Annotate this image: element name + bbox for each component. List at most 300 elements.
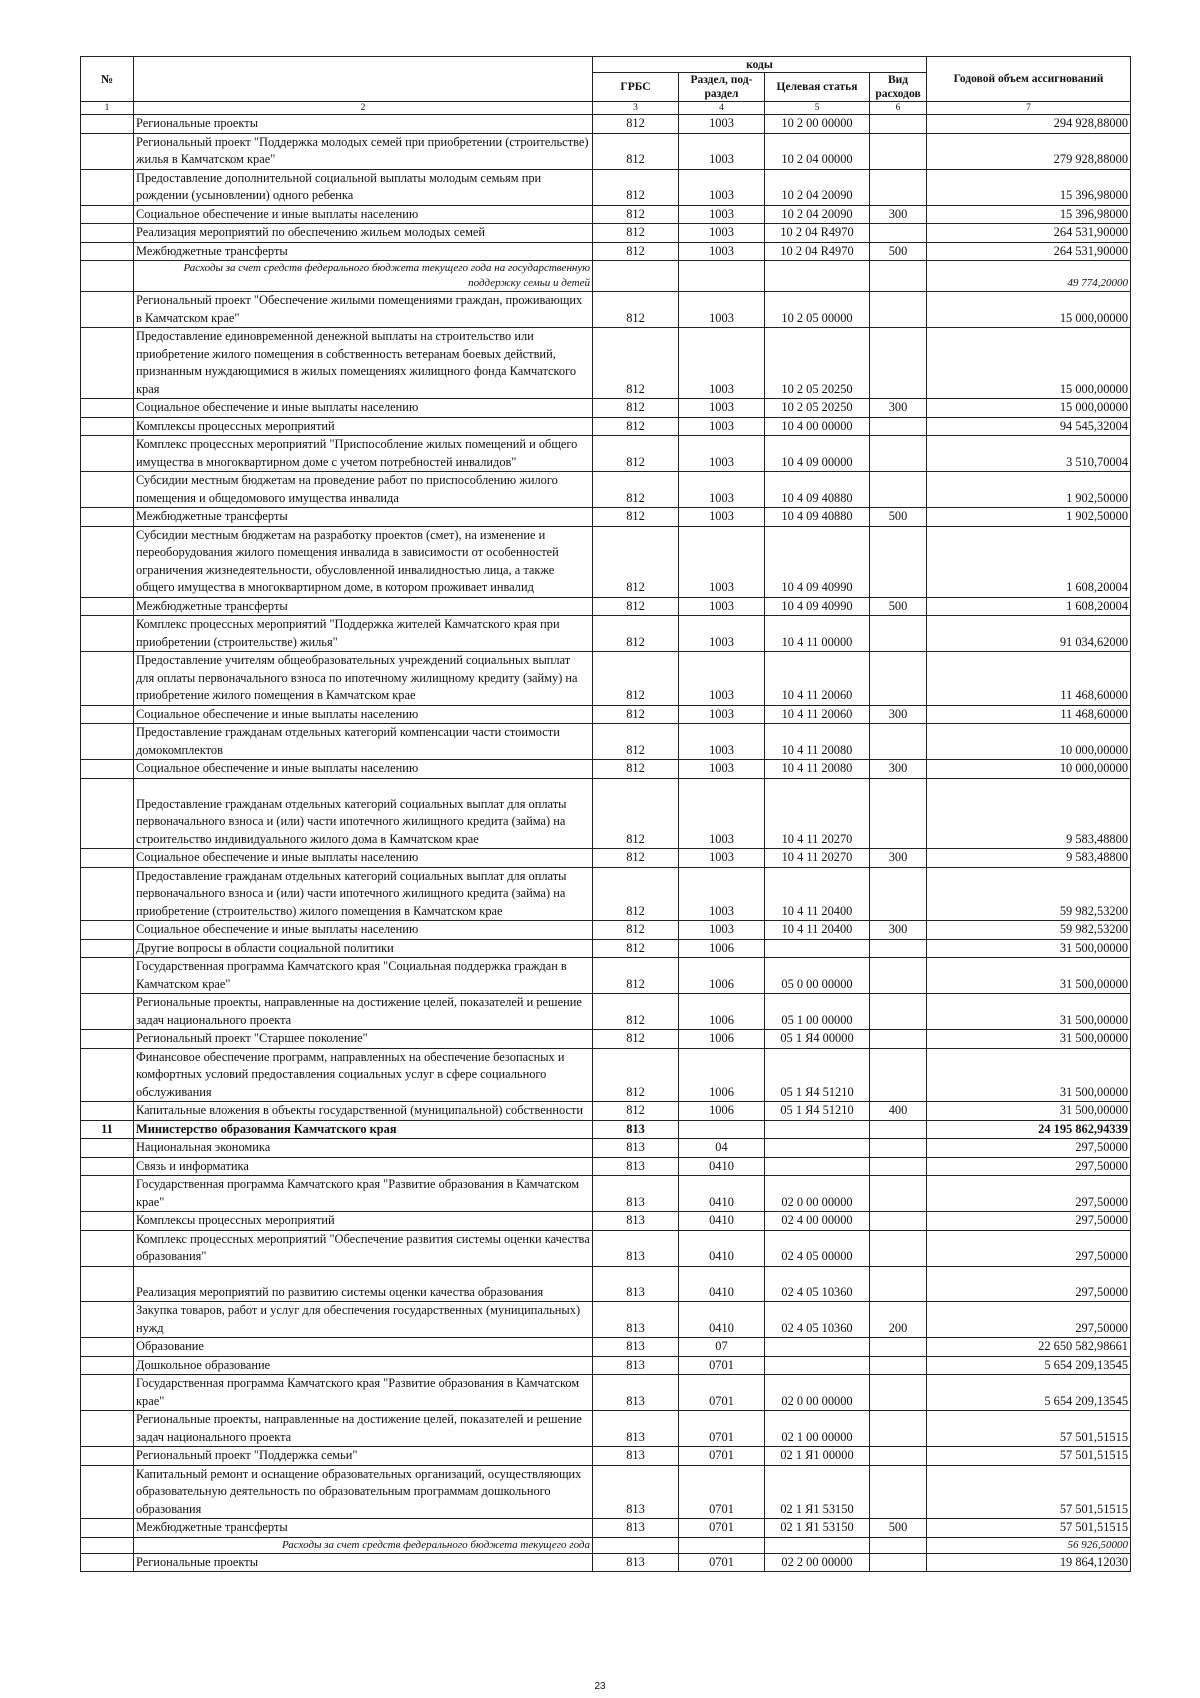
table-header: [81, 57, 1131, 115]
amount-cell: 10 000,00000: [927, 760, 1131, 779]
grbs-cell: 812: [593, 652, 679, 706]
expense-type-cell: 500: [870, 1519, 927, 1538]
razdel-cell: 0701: [679, 1447, 765, 1466]
expense-type-cell: 300: [870, 849, 927, 868]
expense-type-cell: 300: [870, 921, 927, 940]
row-number-cell: [81, 328, 134, 399]
amount-cell: 15 396,98000: [927, 205, 1131, 224]
target-article-cell: 02 4 05 10360: [765, 1266, 870, 1302]
row-name-cell: Капитальные вложения в объекты государственной (муниципальной) собственности: [134, 1102, 593, 1121]
amount-cell: 31 500,00000: [927, 994, 1131, 1030]
row-number-cell: [81, 760, 134, 779]
grbs-cell: 812: [593, 328, 679, 399]
expense-type-cell: [870, 472, 927, 508]
target-article-cell: 10 4 09 40880: [765, 508, 870, 527]
grbs-cell: 812: [593, 472, 679, 508]
row-name-cell: Реализация мероприятий по обеспечению жильем молодых семей: [134, 224, 593, 243]
amount-cell: 15 000,00000: [927, 399, 1131, 418]
row-name-cell: Комплекс процессных мероприятий "Приспособление жилых помещений и общего имущества в многоквартирном доме с учетом потребностей инвалидов": [134, 436, 593, 472]
row-name-cell: Предоставление гражданам отдельных категорий социальных выплат для оплаты первоначального взноса и (или) части ипотечного жилищного кредита (займа) на приобретение (строительство) жилого помещения в Камчатском крае: [134, 867, 593, 921]
grbs-cell: 813: [593, 1139, 679, 1158]
target-article-cell: 10 2 05 00000: [765, 292, 870, 328]
grbs-cell: 812: [593, 724, 679, 760]
row-number-cell: [81, 292, 134, 328]
row-number-cell: [81, 1465, 134, 1519]
amount-cell: 297,50000: [927, 1230, 1131, 1266]
expense-type-cell: [870, 1338, 927, 1357]
razdel-cell: 0701: [679, 1465, 765, 1519]
target-article-cell: 10 2 04 20090: [765, 205, 870, 224]
expense-type-cell: [870, 1537, 927, 1553]
expense-type-cell: 500: [870, 508, 927, 527]
table-body: [81, 115, 1131, 1572]
razdel-cell: 1003: [679, 652, 765, 706]
grbs-cell: 812: [593, 867, 679, 921]
table-row: [81, 1356, 1131, 1375]
expense-type-cell: [870, 939, 927, 958]
table-row: [81, 508, 1131, 527]
razdel-cell: 0701: [679, 1553, 765, 1572]
amount-cell: 11 468,60000: [927, 705, 1131, 724]
target-article-cell: 02 1 00 00000: [765, 1411, 870, 1447]
target-article-cell: 10 4 11 00000: [765, 616, 870, 652]
header-sum: Годовой объем ассигнований: [927, 57, 1131, 102]
table-row: [81, 724, 1131, 760]
expense-type-cell: [870, 261, 927, 292]
amount-cell: 10 000,00000: [927, 724, 1131, 760]
column-number: 1: [81, 102, 134, 115]
row-number-cell: [81, 472, 134, 508]
row-number-cell: [81, 399, 134, 418]
expense-type-cell: [870, 724, 927, 760]
expense-type-cell: [870, 958, 927, 994]
grbs-cell: 813: [593, 1176, 679, 1212]
target-article-cell: 02 4 05 00000: [765, 1230, 870, 1266]
expense-type-cell: [870, 1411, 927, 1447]
razdel-cell: 0410: [679, 1302, 765, 1338]
razdel-cell: [679, 261, 765, 292]
amount-cell: 297,50000: [927, 1139, 1131, 1158]
amount-cell: 297,50000: [927, 1157, 1131, 1176]
amount-cell: 59 982,53200: [927, 921, 1131, 940]
table-row: [81, 417, 1131, 436]
razdel-cell: 1003: [679, 224, 765, 243]
row-name-cell: Предоставление единовременной денежной выплаты на строительство или приобретение жилого помещения в собственность ветеранам боевых действий, признанным нуждающимися в жилых помещениях жилищного фонда Камчатского края: [134, 328, 593, 399]
expense-type-cell: [870, 1030, 927, 1049]
table-row: [81, 526, 1131, 597]
row-name-cell: Предоставление учителям общеобразовательных учреждений социальных выплат для оплаты первоначального взноса по ипотечному жилищному кредиту (займу) на приобретение жилого помещения в Камчатском крае: [134, 652, 593, 706]
row-name-cell: Капитальный ремонт и оснащение образовательных организаций, осуществляющих образовательную деятельность по образовательным программам дошкольного образования: [134, 1465, 593, 1519]
amount-cell: 264 531,90000: [927, 224, 1131, 243]
amount-cell: 1 902,50000: [927, 472, 1131, 508]
grbs-cell: 812: [593, 1102, 679, 1121]
table-row: [81, 1030, 1131, 1049]
amount-cell: 31 500,00000: [927, 1030, 1131, 1049]
table-row: [81, 994, 1131, 1030]
row-number-cell: [81, 705, 134, 724]
grbs-cell: 812: [593, 169, 679, 205]
grbs-cell: 813: [593, 1411, 679, 1447]
row-number-cell: [81, 1338, 134, 1357]
razdel-cell: 1006: [679, 994, 765, 1030]
grbs-cell: 812: [593, 508, 679, 527]
table-row: [81, 1537, 1131, 1553]
expense-type-cell: [870, 526, 927, 597]
row-name-cell: Другие вопросы в области социальной политики: [134, 939, 593, 958]
amount-cell: 57 501,51515: [927, 1411, 1131, 1447]
table-row: [81, 1212, 1131, 1231]
table-row: [81, 616, 1131, 652]
amount-cell: 22 650 582,98661: [927, 1338, 1131, 1357]
table-row: [81, 1102, 1131, 1121]
amount-cell: 1 902,50000: [927, 508, 1131, 527]
target-article-cell: 02 2 00 00000: [765, 1553, 870, 1572]
column-number: 7: [927, 102, 1131, 115]
grbs-cell: 812: [593, 958, 679, 994]
header-grbs: ГРБС: [593, 73, 679, 102]
amount-cell: 1 608,20004: [927, 597, 1131, 616]
target-article-cell: 10 4 11 20060: [765, 705, 870, 724]
row-name-cell: Социальное обеспечение и иные выплаты населению: [134, 760, 593, 779]
row-name-cell: Комплексы процессных мероприятий: [134, 1212, 593, 1231]
table-row: [81, 1338, 1131, 1357]
expense-type-cell: [870, 1176, 927, 1212]
row-name-cell: Комплексы процессных мероприятий: [134, 417, 593, 436]
row-number-cell: [81, 1537, 134, 1553]
grbs-cell: 813: [593, 1447, 679, 1466]
row-name-cell: Региональный проект "Поддержка семьи": [134, 1447, 593, 1466]
amount-cell: 59 982,53200: [927, 867, 1131, 921]
row-name-cell: Дошкольное образование: [134, 1356, 593, 1375]
razdel-cell: 0410: [679, 1157, 765, 1176]
target-article-cell: [765, 1157, 870, 1176]
expense-type-cell: [870, 328, 927, 399]
table-row: [81, 399, 1131, 418]
target-article-cell: 10 2 04 R4970: [765, 224, 870, 243]
row-name-cell: Субсидии местным бюджетам на разработку проектов (смет), на изменение и переоборудования жилого помещения инвалида в зависимости от особенностей ограничения жизнедеятельности, обусловленной инвалидностью лица, а также общего имущества в многоквартирном доме, в котором проживает инвалид: [134, 526, 593, 597]
row-number-cell: [81, 994, 134, 1030]
grbs-cell: 813: [593, 1465, 679, 1519]
row-name-cell: Министерство образования Камчатского края: [134, 1120, 593, 1139]
table-row: [81, 205, 1131, 224]
row-number-cell: [81, 242, 134, 261]
razdel-cell: 1006: [679, 1102, 765, 1121]
target-article-cell: 10 4 11 20400: [765, 921, 870, 940]
razdel-cell: 1003: [679, 526, 765, 597]
expense-type-cell: [870, 1553, 927, 1572]
row-name-cell: Национальная экономика: [134, 1139, 593, 1158]
row-name-cell: Финансовое обеспечение программ, направленных на обеспечение безопасных и комфортных условий предоставления социальных услуг в сфере социального обслуживания: [134, 1048, 593, 1102]
table-row: [81, 1553, 1131, 1572]
header-codes: коды: [593, 57, 927, 73]
target-article-cell: 10 2 05 20250: [765, 328, 870, 399]
row-number-cell: [81, 169, 134, 205]
row-number-cell: [81, 1519, 134, 1538]
row-name-cell: Региональные проекты, направленные на достижение целей, показателей и решение задач национального проекта: [134, 994, 593, 1030]
grbs-cell: 813: [593, 1302, 679, 1338]
grbs-cell: 813: [593, 1519, 679, 1538]
row-name-cell: Реализация мероприятий по развитию системы оценки качества образования: [134, 1266, 593, 1302]
target-article-cell: [765, 939, 870, 958]
amount-cell: 3 510,70004: [927, 436, 1131, 472]
amount-cell: 57 501,51515: [927, 1465, 1131, 1519]
razdel-cell: 1003: [679, 778, 765, 849]
target-article-cell: [765, 1537, 870, 1553]
expense-type-cell: [870, 436, 927, 472]
grbs-cell: 813: [593, 1230, 679, 1266]
row-name-cell: Социальное обеспечение и иные выплаты населению: [134, 205, 593, 224]
grbs-cell: 812: [593, 292, 679, 328]
row-number-cell: [81, 1375, 134, 1411]
amount-cell: 294 928,88000: [927, 115, 1131, 134]
razdel-cell: 0701: [679, 1375, 765, 1411]
amount-cell: 5 654 209,13545: [927, 1356, 1131, 1375]
table-row: [81, 849, 1131, 868]
razdel-cell: 1003: [679, 616, 765, 652]
row-name-cell: Предоставление дополнительной социальной выплаты молодым семьям при рождении (усыновлении) одного ребенка: [134, 169, 593, 205]
target-article-cell: 10 4 09 00000: [765, 436, 870, 472]
razdel-cell: 1006: [679, 958, 765, 994]
table-row: [81, 1375, 1131, 1411]
row-number-cell: [81, 597, 134, 616]
column-number: 3: [593, 102, 679, 115]
row-name-cell: Социальное обеспечение и иные выплаты населению: [134, 705, 593, 724]
amount-cell: 31 500,00000: [927, 1102, 1131, 1121]
razdel-cell: [679, 1120, 765, 1139]
table-row: [81, 778, 1131, 849]
row-number-cell: [81, 436, 134, 472]
table-row: [81, 133, 1131, 169]
razdel-cell: 1003: [679, 849, 765, 868]
target-article-cell: 10 4 11 20080: [765, 760, 870, 779]
row-name-cell: Расходы за счет средств федерального бюджета текущего года на государственную поддержку семьи и детей: [134, 261, 593, 292]
row-number-cell: [81, 867, 134, 921]
expense-type-cell: 300: [870, 205, 927, 224]
expense-type-cell: [870, 994, 927, 1030]
grbs-cell: 812: [593, 1030, 679, 1049]
razdel-cell: 0410: [679, 1212, 765, 1231]
target-article-cell: 10 2 04 R4970: [765, 242, 870, 261]
row-name-cell: Образование: [134, 1338, 593, 1357]
razdel-cell: 1003: [679, 724, 765, 760]
expense-type-cell: [870, 1447, 927, 1466]
row-name-cell: Комплекс процессных мероприятий "Поддержка жителей Камчатского края при приобретении (строительстве) жилья": [134, 616, 593, 652]
grbs-cell: 813: [593, 1266, 679, 1302]
amount-cell: 94 545,32004: [927, 417, 1131, 436]
column-number: 4: [679, 102, 765, 115]
row-name-cell: Региональные проекты: [134, 1553, 593, 1572]
row-number-cell: 11: [81, 1120, 134, 1139]
row-name-cell: Государственная программа Камчатского края "Развитие образования в Камчатском крае": [134, 1176, 593, 1212]
target-article-cell: 10 4 09 40880: [765, 472, 870, 508]
amount-cell: 91 034,62000: [927, 616, 1131, 652]
row-name-cell: Государственная программа Камчатского края "Социальная поддержка граждан в Камчатском крае": [134, 958, 593, 994]
razdel-cell: 1003: [679, 921, 765, 940]
razdel-cell: 0701: [679, 1411, 765, 1447]
razdel-cell: 07: [679, 1338, 765, 1357]
expense-type-cell: [870, 1120, 927, 1139]
amount-cell: 24 195 862,94339: [927, 1120, 1131, 1139]
expense-type-cell: 200: [870, 1302, 927, 1338]
grbs-cell: 812: [593, 939, 679, 958]
target-article-cell: 05 1 Я4 51210: [765, 1102, 870, 1121]
amount-cell: 9 583,48800: [927, 849, 1131, 868]
razdel-cell: 1003: [679, 242, 765, 261]
row-number-cell: [81, 1356, 134, 1375]
target-article-cell: 10 4 09 40990: [765, 526, 870, 597]
expense-type-cell: [870, 1465, 927, 1519]
expense-type-cell: [870, 115, 927, 134]
row-name-cell: Межбюджетные трансферты: [134, 1519, 593, 1538]
amount-cell: 57 501,51515: [927, 1447, 1131, 1466]
amount-cell: 31 500,00000: [927, 939, 1131, 958]
table-row: [81, 1048, 1131, 1102]
razdel-cell: 1003: [679, 760, 765, 779]
row-number-cell: [81, 224, 134, 243]
row-number-cell: [81, 1411, 134, 1447]
amount-cell: 297,50000: [927, 1302, 1131, 1338]
razdel-cell: 1003: [679, 115, 765, 134]
expense-type-cell: 300: [870, 760, 927, 779]
grbs-cell: 812: [593, 526, 679, 597]
table-row: [81, 292, 1131, 328]
amount-cell: 297,50000: [927, 1176, 1131, 1212]
grbs-cell: [593, 261, 679, 292]
row-number-cell: [81, 1553, 134, 1572]
razdel-cell: 1003: [679, 205, 765, 224]
razdel-cell: 1003: [679, 133, 765, 169]
grbs-cell: 812: [593, 242, 679, 261]
grbs-cell: 812: [593, 205, 679, 224]
expense-type-cell: [870, 616, 927, 652]
row-number-cell: [81, 958, 134, 994]
row-name-cell: Региональные проекты, направленные на достижение целей, показателей и решение задач национального проекта: [134, 1411, 593, 1447]
row-number-cell: [81, 115, 134, 134]
header-expense-type: Вид расходов: [870, 73, 927, 102]
expense-type-cell: [870, 1230, 927, 1266]
row-number-cell: [81, 261, 134, 292]
row-name-cell: Расходы за счет средств федерального бюджета текущего года: [134, 1537, 593, 1553]
column-number: 6: [870, 102, 927, 115]
amount-cell: 19 864,12030: [927, 1553, 1131, 1572]
column-numbers-row: [81, 102, 1131, 115]
row-name-cell: Межбюджетные трансферты: [134, 597, 593, 616]
row-number-cell: [81, 1030, 134, 1049]
row-number-cell: [81, 724, 134, 760]
budget-document: [80, 56, 1130, 1572]
target-article-cell: 10 2 04 00000: [765, 133, 870, 169]
grbs-cell: 812: [593, 1048, 679, 1102]
row-number-cell: [81, 939, 134, 958]
table-row: [81, 261, 1131, 292]
row-number-cell: [81, 1176, 134, 1212]
column-number: 2: [134, 102, 593, 115]
razdel-cell: 0701: [679, 1519, 765, 1538]
target-article-cell: 10 4 11 20270: [765, 778, 870, 849]
row-number-cell: [81, 526, 134, 597]
razdel-cell: 1003: [679, 436, 765, 472]
row-number-cell: [81, 1230, 134, 1266]
razdel-cell: 0701: [679, 1356, 765, 1375]
row-name-cell: Предоставление гражданам отдельных категорий компенсации части стоимости домокомплектов: [134, 724, 593, 760]
table-row: [81, 115, 1131, 134]
grbs-cell: 812: [593, 417, 679, 436]
table-row: [81, 1447, 1131, 1466]
header-number: №: [81, 57, 134, 102]
amount-cell: 1 608,20004: [927, 526, 1131, 597]
grbs-cell: 813: [593, 1356, 679, 1375]
row-number-cell: [81, 849, 134, 868]
table-row: [81, 652, 1131, 706]
row-name-cell: Межбюджетные трансферты: [134, 508, 593, 527]
expense-type-cell: 500: [870, 242, 927, 261]
target-article-cell: 10 2 05 20250: [765, 399, 870, 418]
target-article-cell: 02 0 00 00000: [765, 1176, 870, 1212]
grbs-cell: 813: [593, 1553, 679, 1572]
grbs-cell: 812: [593, 115, 679, 134]
target-article-cell: 10 2 04 20090: [765, 169, 870, 205]
expense-type-cell: 300: [870, 399, 927, 418]
expense-type-cell: 300: [870, 705, 927, 724]
grbs-cell: 813: [593, 1375, 679, 1411]
row-number-cell: [81, 1447, 134, 1466]
razdel-cell: 1006: [679, 939, 765, 958]
expense-type-cell: [870, 1266, 927, 1302]
table-row: [81, 242, 1131, 261]
row-number-cell: [81, 921, 134, 940]
table-row: [81, 436, 1131, 472]
expense-type-cell: [870, 778, 927, 849]
target-article-cell: 05 1 Я4 00000: [765, 1030, 870, 1049]
table-row: [81, 328, 1131, 399]
target-article-cell: 02 1 Я1 53150: [765, 1465, 870, 1519]
row-name-cell: Социальное обеспечение и иные выплаты населению: [134, 921, 593, 940]
expense-type-cell: [870, 1375, 927, 1411]
expense-type-cell: [870, 652, 927, 706]
table-row: [81, 224, 1131, 243]
row-name-cell: Межбюджетные трансферты: [134, 242, 593, 261]
grbs-cell: 812: [593, 133, 679, 169]
razdel-cell: 1003: [679, 328, 765, 399]
amount-cell: 31 500,00000: [927, 958, 1131, 994]
table-row: [81, 1139, 1131, 1158]
row-number-cell: [81, 1302, 134, 1338]
header-name: [134, 57, 593, 102]
target-article-cell: [765, 1120, 870, 1139]
table-row: [81, 939, 1131, 958]
razdel-cell: 0410: [679, 1266, 765, 1302]
grbs-cell: 812: [593, 224, 679, 243]
grbs-cell: 812: [593, 597, 679, 616]
razdel-cell: 1003: [679, 399, 765, 418]
table-row: [81, 597, 1131, 616]
target-article-cell: 10 2 00 00000: [765, 115, 870, 134]
amount-cell: 15 000,00000: [927, 328, 1131, 399]
expense-type-cell: [870, 417, 927, 436]
amount-cell: 49 774,20000: [927, 261, 1131, 292]
target-article-cell: [765, 1338, 870, 1357]
grbs-cell: 812: [593, 778, 679, 849]
table-row: [81, 1465, 1131, 1519]
razdel-cell: 1003: [679, 705, 765, 724]
grbs-cell: 813: [593, 1338, 679, 1357]
row-name-cell: Региональный проект "Поддержка молодых семей при приобретении (строительстве) жилья в Камчатском крае": [134, 133, 593, 169]
row-number-cell: [81, 133, 134, 169]
table-row: [81, 472, 1131, 508]
expense-type-cell: [870, 1212, 927, 1231]
table-row: [81, 1519, 1131, 1538]
expense-type-cell: [870, 1048, 927, 1102]
